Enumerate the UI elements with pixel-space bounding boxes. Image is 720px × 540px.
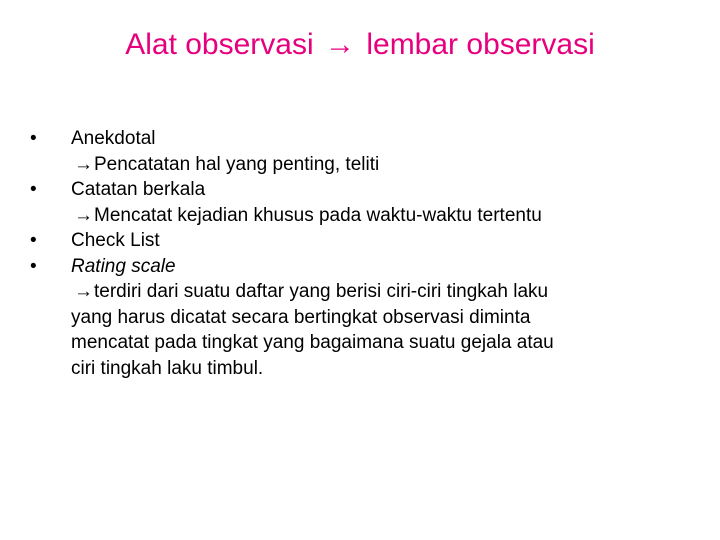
bullet-item-check-list: [30, 228, 670, 254]
bullet-label: Rating scale: [71, 255, 176, 277]
bullet-item-rating-scale: [30, 254, 670, 382]
bullet-detail-line-2: yang harus dicatat secara bertingkat observasi diminta: [71, 306, 531, 328]
detail-text: terdiri dari suatu daftar yang berisi ciri-ciri tingkah laku: [94, 281, 549, 302]
detail-text: Pencatatan hal yang penting, teliti: [94, 153, 380, 175]
right-arrow-icon: →: [74, 281, 93, 302]
detail-text: Mencatat kejadian khusus pada waktu-waktu tertentu: [94, 204, 542, 226]
bullet-item-anekdotal: [30, 126, 670, 177]
bullet-label: Check List: [71, 230, 160, 251]
bullet-detail: [71, 203, 670, 229]
title-right-text: lembar observasi: [366, 28, 595, 61]
right-arrow-icon: →: [74, 153, 93, 175]
slide-title: [0, 20, 720, 70]
right-arrow-icon: →: [74, 204, 93, 226]
bullet-label: Anekdotal: [71, 128, 156, 149]
title-left-text: Alat observasi: [125, 28, 314, 61]
bullet-icon: •: [30, 255, 37, 277]
right-arrow-icon: →: [325, 28, 355, 61]
bullet-list: [30, 126, 670, 381]
bullet-icon: •: [30, 230, 37, 251]
bullet-icon: •: [30, 179, 37, 200]
bullet-detail: [71, 152, 670, 178]
bullet-detail-line-4: ciri tingkah laku timbul.: [71, 357, 264, 379]
bullet-detail-line-1: [71, 279, 670, 305]
bullet-detail-line-3: mencatat pada tingkat yang bagaimana suatu gejala atau: [71, 332, 554, 353]
bullet-label: Catatan berkala: [71, 179, 206, 200]
bullet-item-catatan-berkala: [30, 177, 670, 228]
bullet-icon: •: [30, 128, 37, 149]
